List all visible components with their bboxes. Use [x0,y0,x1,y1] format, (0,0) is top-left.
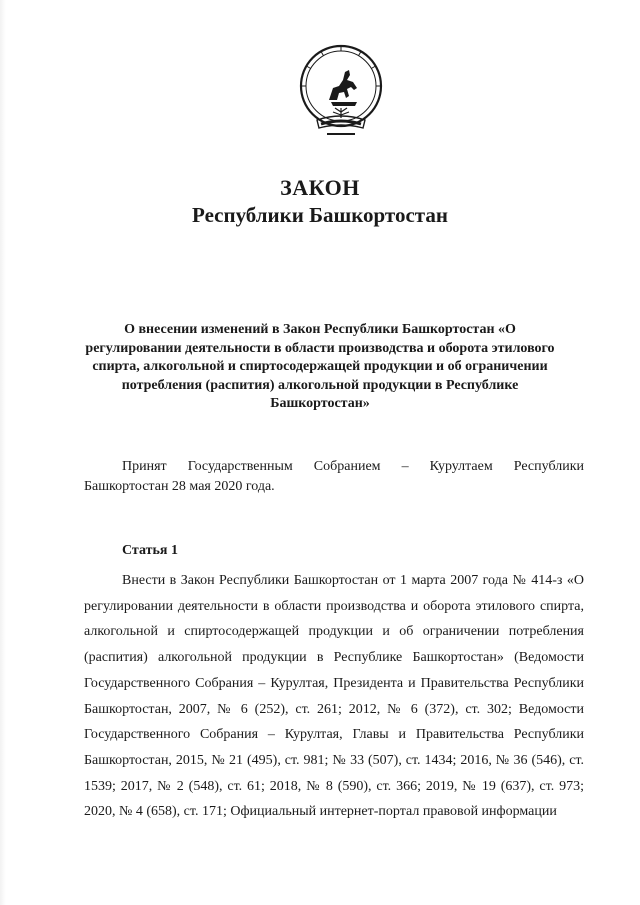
law-title: ЗАКОН [280,175,360,200]
article-heading: Статья 1 [122,543,178,558]
article-body: Внести в Закон Республики Башкортостан от 1 марта 2007 года № 414-з «О регулировании деятельности в области производства и оборота этилового спирта, алкогольной и спиртосодержащей продукции и об ограничении потребления (распития) алкогольной продукции в Республике Башкортостан» (Ведомости Государственного Собрания – Курултая, Президента и Правительства Республики Башкортостан, 2007, № 6 (252), ст. 261; 2012, № 6 (372), ст. 302; Ведомости Государственного Собрания – Курултая, Главы и Правительства Республики Башкортостан, 2015, № 21 (495), ст. 981; № 33 (507), ст. 1434; 2016, № 36 (546), ст. 1539; 2017, № 2 (548), ст. 61; 2018, № 8 (590), ст. 366; 2019, № 19 (637), ст. 973; 2020, № 4 (658), ст. 171; Официальный интернет-портал правовой информации [84,573,584,820]
scan-edge [0,0,6,905]
document-heading: О внесении изменений в Закон Республики Башкортостан «О регулировании деятельности в области производства и оборота этилового спирта, алкогольной и спиртосодержащей продукции и об ограничении потребления (распития) алкогольной продукции в Республике Башкортостан» [85,322,555,411]
law-subtitle: Республики Башкортостан [192,203,448,227]
adoption-statement: Принят Государственным Собранием – Курултаем Республики Башкортостан 28 мая 2020 года. [84,459,584,494]
bashkortostan-emblem-icon [297,42,385,142]
